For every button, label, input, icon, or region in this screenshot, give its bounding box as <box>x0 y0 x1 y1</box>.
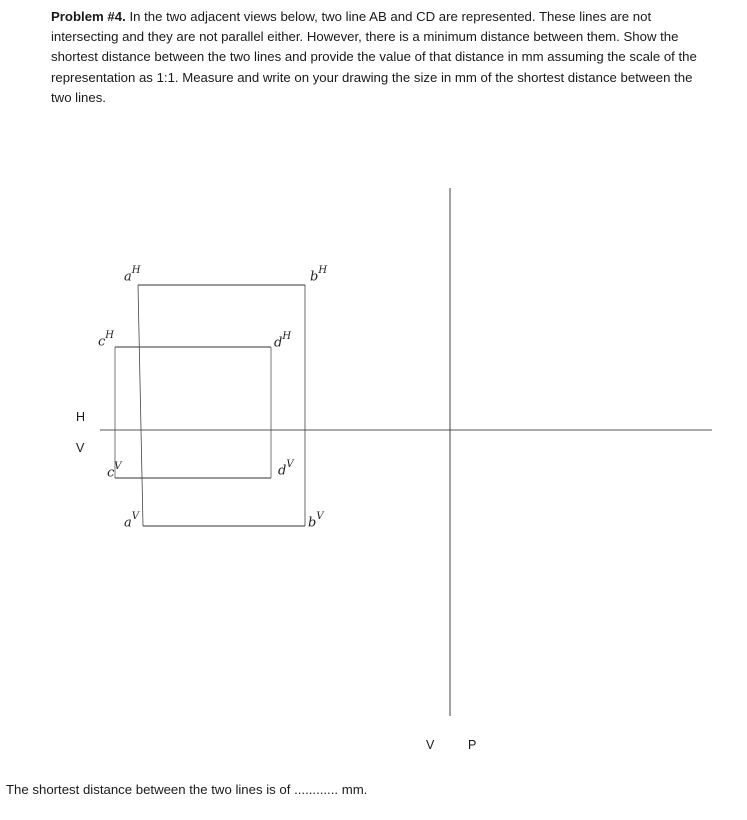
problem-text: In the two adjacent views below, two line AB and CD are represented. These lines are not intersecting and they are not parallel either. However, there is a minimum distance between them. Show the shortest distance between the two lines and provide the value of that distance in mm assuming the scale of the representation as 1:1. Measure and write on your drawing the size in mm of the shortest distance between the two lines. <box>51 9 697 105</box>
answer-line: The shortest distance between the two lines is of ............ mm. <box>6 782 368 797</box>
point-b-top: $b^H$ <box>310 265 328 285</box>
point-a-top: $a^H$ <box>124 265 141 285</box>
point-d-top: $d^H$ <box>274 331 292 351</box>
point-c-top: $c^H$ <box>98 330 115 350</box>
point-c-front: $c^V$ <box>107 461 122 481</box>
point-a-front: $a^V$ <box>124 511 139 531</box>
label-v-view: V <box>76 441 85 455</box>
label-profile-p: P <box>468 738 477 752</box>
point-b-front: $b^V$ <box>308 511 324 531</box>
label-h-view: H <box>76 410 86 424</box>
point-d-front: $d^V$ <box>278 459 294 479</box>
problem-label: Problem #4. <box>51 9 126 24</box>
projector-a <box>138 285 143 526</box>
label-profile-v: V <box>426 738 435 752</box>
